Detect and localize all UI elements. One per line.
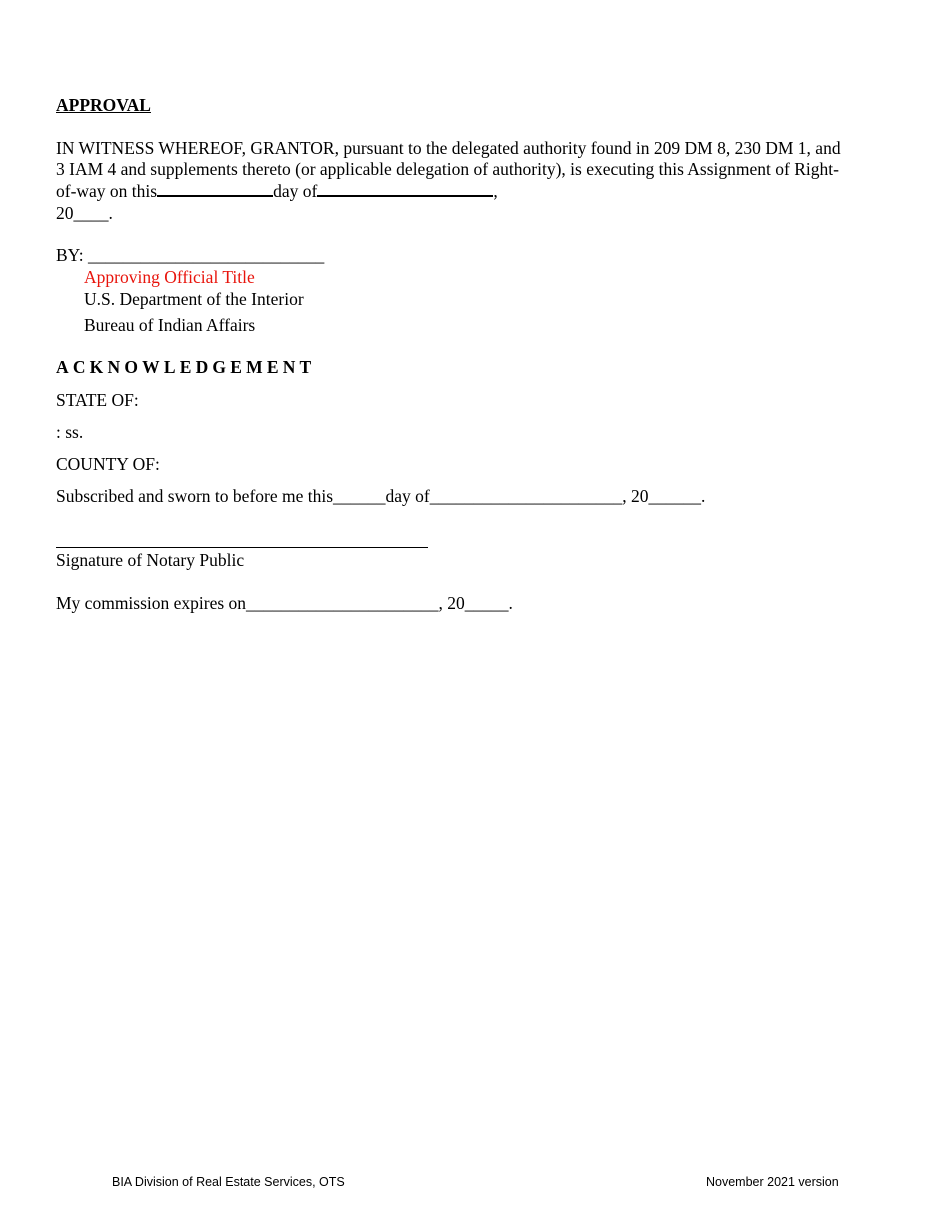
- county-label: COUNTY OF:: [56, 454, 160, 474]
- approval-text-line-2: 3 IAM 4 and supplements thereto (or applicable delegation of authority), is executing this Assignment of Right-: [56, 159, 839, 179]
- commission-expires-line: My commission expires on______________________, 20_____.: [56, 593, 513, 613]
- approval-line-3-prefix: of-way on this: [56, 181, 158, 201]
- acknowledgement-heading: ACKNOWLEDGEMENT: [56, 357, 316, 377]
- footer-left: BIA Division of Real Estate Services, OTS: [112, 1175, 345, 1189]
- approval-heading: APPROVAL: [56, 95, 151, 115]
- notary-signature-label: Signature of Notary Public: [56, 550, 245, 570]
- approval-line-3-mid: day of: [273, 181, 318, 201]
- state-label: STATE OF:: [56, 390, 139, 410]
- footer-right: November 2021 version: [706, 1175, 839, 1189]
- by-signature-line[interactable]: BY: ___________________________: [56, 245, 325, 265]
- approval-line-3-suffix: ,: [493, 181, 498, 201]
- sworn-line: Subscribed and sworn to before me this______day of______________________, 20______.: [56, 486, 706, 506]
- approval-text-line-1: IN WITNESS WHEREOF, GRANTOR, pursuant to the delegated authority found in 209 DM 8, 230 DM 1, and: [56, 138, 841, 158]
- ss-label: : ss.: [56, 422, 84, 442]
- day-blank[interactable]: [157, 181, 273, 197]
- approval-text-line-3: [56, 180, 498, 202]
- approval-year-line: 20____.: [56, 203, 113, 223]
- month-blank[interactable]: [317, 181, 493, 197]
- department-name: U.S. Department of the Interior: [84, 289, 304, 309]
- approving-official-title: Approving Official Title: [84, 267, 255, 287]
- notary-signature-line[interactable]: [56, 547, 428, 548]
- bureau-name: Bureau of Indian Affairs: [84, 315, 256, 335]
